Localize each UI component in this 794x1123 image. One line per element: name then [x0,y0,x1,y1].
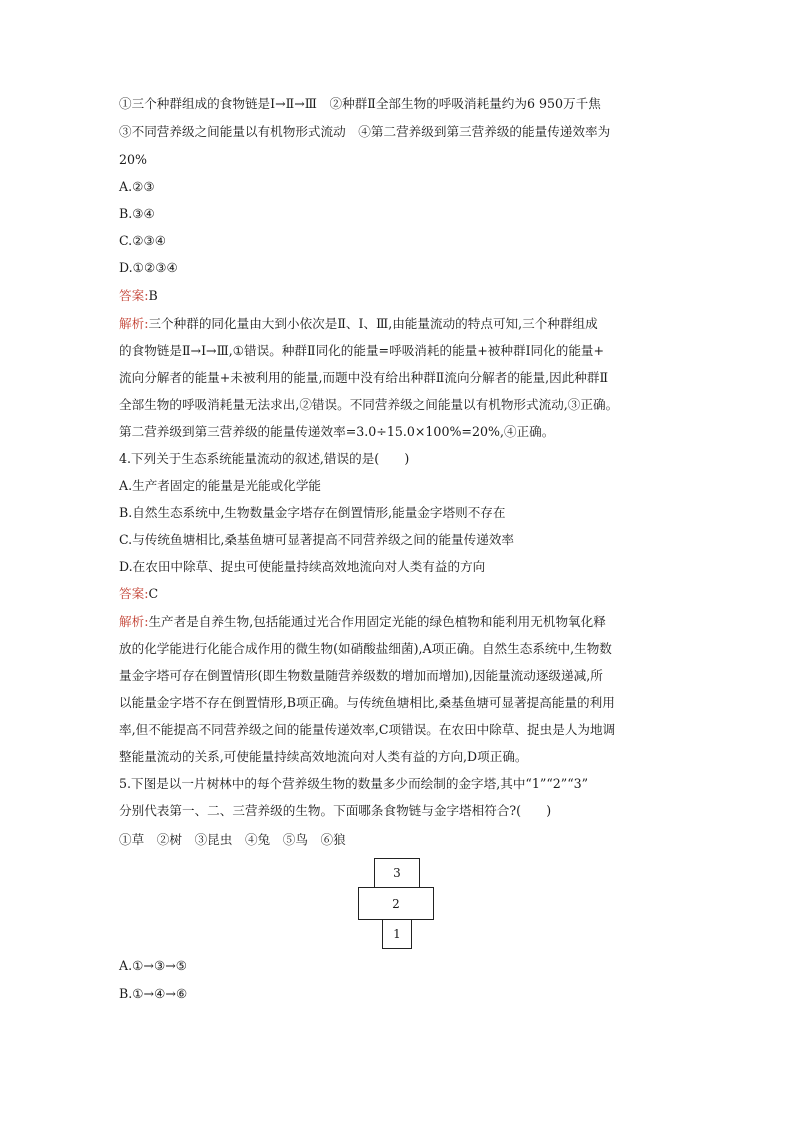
q4-analysis-line-6: 整能量流动的关系,可使能量持续高效地流向对人类有益的方向,D项正确。 [119,749,528,764]
q4-answer-label: 答案: [119,586,149,601]
q3-option-a: A.②③ [119,179,155,194]
q3-option-c: C.②③④ [119,233,167,248]
q3-analysis-label: 解析: [119,316,149,331]
q4-analysis-line-2: 放的化学能进行化能合成作用的微生物(如硝酸盐细菌),A项正确。自然生态系统中,生物数 [119,641,612,656]
q3-analysis-line-3: 流向分解者的能量+未被利用的能量,而题中没有给出种群Ⅱ流向分解者的能量,因此种群Ⅱ [119,370,609,385]
pyramid-level-2-label: 2 [392,896,400,911]
q3-analysis-text-1: 三个种群的同化量由大到小依次是Ⅱ、Ⅰ、Ⅲ,由能量流动的特点可知,三个种群组成 [148,316,598,331]
q4-analysis-line-1 [119,614,606,630]
q3-analysis-line-1 [119,316,598,332]
q4-analysis-line-4: 以能量金字塔不存在倒置情形,B项正确。与传统鱼塘相比,桑基鱼塘可显著提高能量的利用 [119,695,615,710]
q4-analysis-label: 解析: [119,614,149,629]
q3-option-b: B.③④ [119,206,155,221]
q3-stem-line-1: ①三个种群组成的食物链是Ⅰ→Ⅱ→Ⅲ ②种群Ⅱ全部生物的呼吸消耗量约为6 950万千焦 [119,96,601,111]
q4-answer [119,586,158,602]
q5-organisms: ①草 ②树 ③昆虫 ④兔 ⑤鸟 ⑥狼 [119,832,346,847]
pyramid-level-3 [374,858,420,888]
q4-analysis-text-1: 生产者是自养生物,包括能通过光合作用固定光能的绿色植物和能利用无机物氧化释 [148,614,606,629]
q4-option-d: D.在农田中除草、捉虫可使能量持续高效地流向对人类有益的方向 [119,559,486,574]
pyramid-level-2 [358,887,434,920]
q3-stem-line-2: ③不同营养级之间能量以有机物形式流动 ④第二营养级到第三营养级的能量传递效率为 [119,124,611,139]
pyramid-level-1 [382,919,412,949]
q3-answer-value: B [148,288,158,303]
q4-analysis-line-3: 量金字塔可存在倒置情形(即生物数量随营养级数的增加而增加),因能量流动逐级递减,所 [119,668,603,683]
q5-option-b: B.①→④→⑥ [119,986,188,1001]
q5-option-a: A.①→③→⑤ [119,958,188,973]
q4-analysis-line-5: 率,但不能提高不同营养级之间的能量传递效率,C项错误。在农田中除草、捉虫是人为地调 [119,722,616,737]
pyramid-level-1-label: 1 [393,927,401,941]
q3-option-d: D.①②③④ [119,260,178,275]
q4-option-b: B.自然生态系统中,生物数量金字塔存在倒置情形,能量金字塔则不存在 [119,505,506,520]
q4-stem: 4.下列关于生态系统能量流动的叙述,错误的是( ) [119,451,410,466]
q3-analysis-line-4: 全部生物的呼吸消耗量无法求出,②错误。不同营养级之间能量以有机物形式流动,③正确。 [119,397,619,412]
q3-analysis-line-5: 第二营养级到第三营养级的能量传递效率=3.0÷15.0×100%=20%,④正确。 [119,424,555,439]
q3-analysis-line-2: 的食物链是Ⅱ→Ⅰ→Ⅲ,①错误。种群Ⅱ同化的能量=呼吸消耗的能量+被种群Ⅰ同化的能量+ [119,343,605,358]
q5-stem-line-2: 分别代表第一、二、三营养级的生物。下面哪条食物链与金字塔相符合?( ) [119,803,552,818]
document-page [119,0,679,1123]
q3-answer [119,288,158,304]
q4-option-a: A.生产者固定的能量是光能或化学能 [119,478,322,493]
q4-answer-value: C [148,586,159,601]
pyramid-level-3-label: 3 [393,866,401,880]
q5-stem-line-1: 5.下图是以一片树林中的每个营养级生物的数量多少而绘制的金字塔,其中“1”“2”“3” [119,776,589,791]
q3-answer-label: 答案: [119,288,149,303]
q4-option-c: C.与传统鱼塘相比,桑基鱼塘可显著提高不同营养级之间的能量传递效率 [119,532,515,547]
number-pyramid-figure [358,858,434,950]
q3-stem-line-3: 20% [119,152,147,167]
